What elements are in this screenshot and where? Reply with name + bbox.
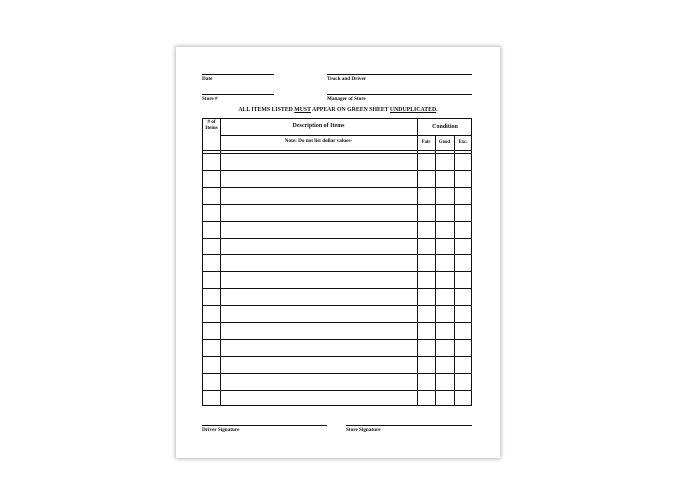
good-header: Good <box>438 140 451 145</box>
store-signature-field[interactable] <box>346 425 472 437</box>
items-table <box>202 118 472 406</box>
order-form-sheet <box>176 47 500 458</box>
notice-must: MUST <box>294 107 311 113</box>
item-row-line <box>203 390 471 391</box>
item-row-line <box>203 254 471 255</box>
item-row-line <box>203 187 471 188</box>
item-row-line <box>203 170 471 171</box>
manager-field[interactable] <box>327 94 472 106</box>
item-row-line <box>203 221 471 222</box>
column-divider <box>220 119 221 405</box>
item-row-line <box>203 373 471 374</box>
date-label: Date <box>202 76 213 82</box>
item-row-line <box>203 322 471 323</box>
notice-text <box>176 107 500 113</box>
store-number-label: Store # <box>202 96 218 102</box>
description-header: Description of Items <box>292 123 345 129</box>
item-row-line <box>203 288 471 289</box>
notice-part-2: APPEAR ON GREEN SHEET <box>310 107 390 113</box>
date-field[interactable] <box>202 74 274 86</box>
store-signature-label: Store Signature <box>346 427 381 433</box>
excellent-header: Exc. <box>458 140 468 145</box>
condition-header: Condition <box>432 124 458 130</box>
truck-driver-label: Truck and Driver <box>327 76 367 82</box>
item-row-line <box>203 204 471 205</box>
store-number-field[interactable] <box>202 94 274 106</box>
item-row-line <box>203 339 471 340</box>
notice-part-3: . <box>436 107 438 113</box>
column-divider <box>417 119 418 405</box>
notice-part-1: ALL ITEMS LISTED <box>238 107 295 113</box>
fair-header: Fair <box>421 140 431 145</box>
header-double-rule <box>203 150 471 154</box>
items-count-header: # of Items <box>205 119 218 131</box>
truck-driver-field[interactable] <box>327 74 472 86</box>
item-row-line <box>203 271 471 272</box>
driver-signature-field[interactable] <box>202 425 327 437</box>
driver-signature-label: Driver Signature <box>202 427 240 433</box>
manager-label: Manager of Store <box>327 96 366 102</box>
item-row-line <box>203 356 471 357</box>
header-divider <box>220 135 471 136</box>
item-row-line <box>203 305 471 306</box>
notice-unduplicated: UNDUPLICATED <box>389 107 437 113</box>
description-note: Note: Do not list dollar values- <box>284 138 353 144</box>
item-row-line <box>203 238 471 239</box>
